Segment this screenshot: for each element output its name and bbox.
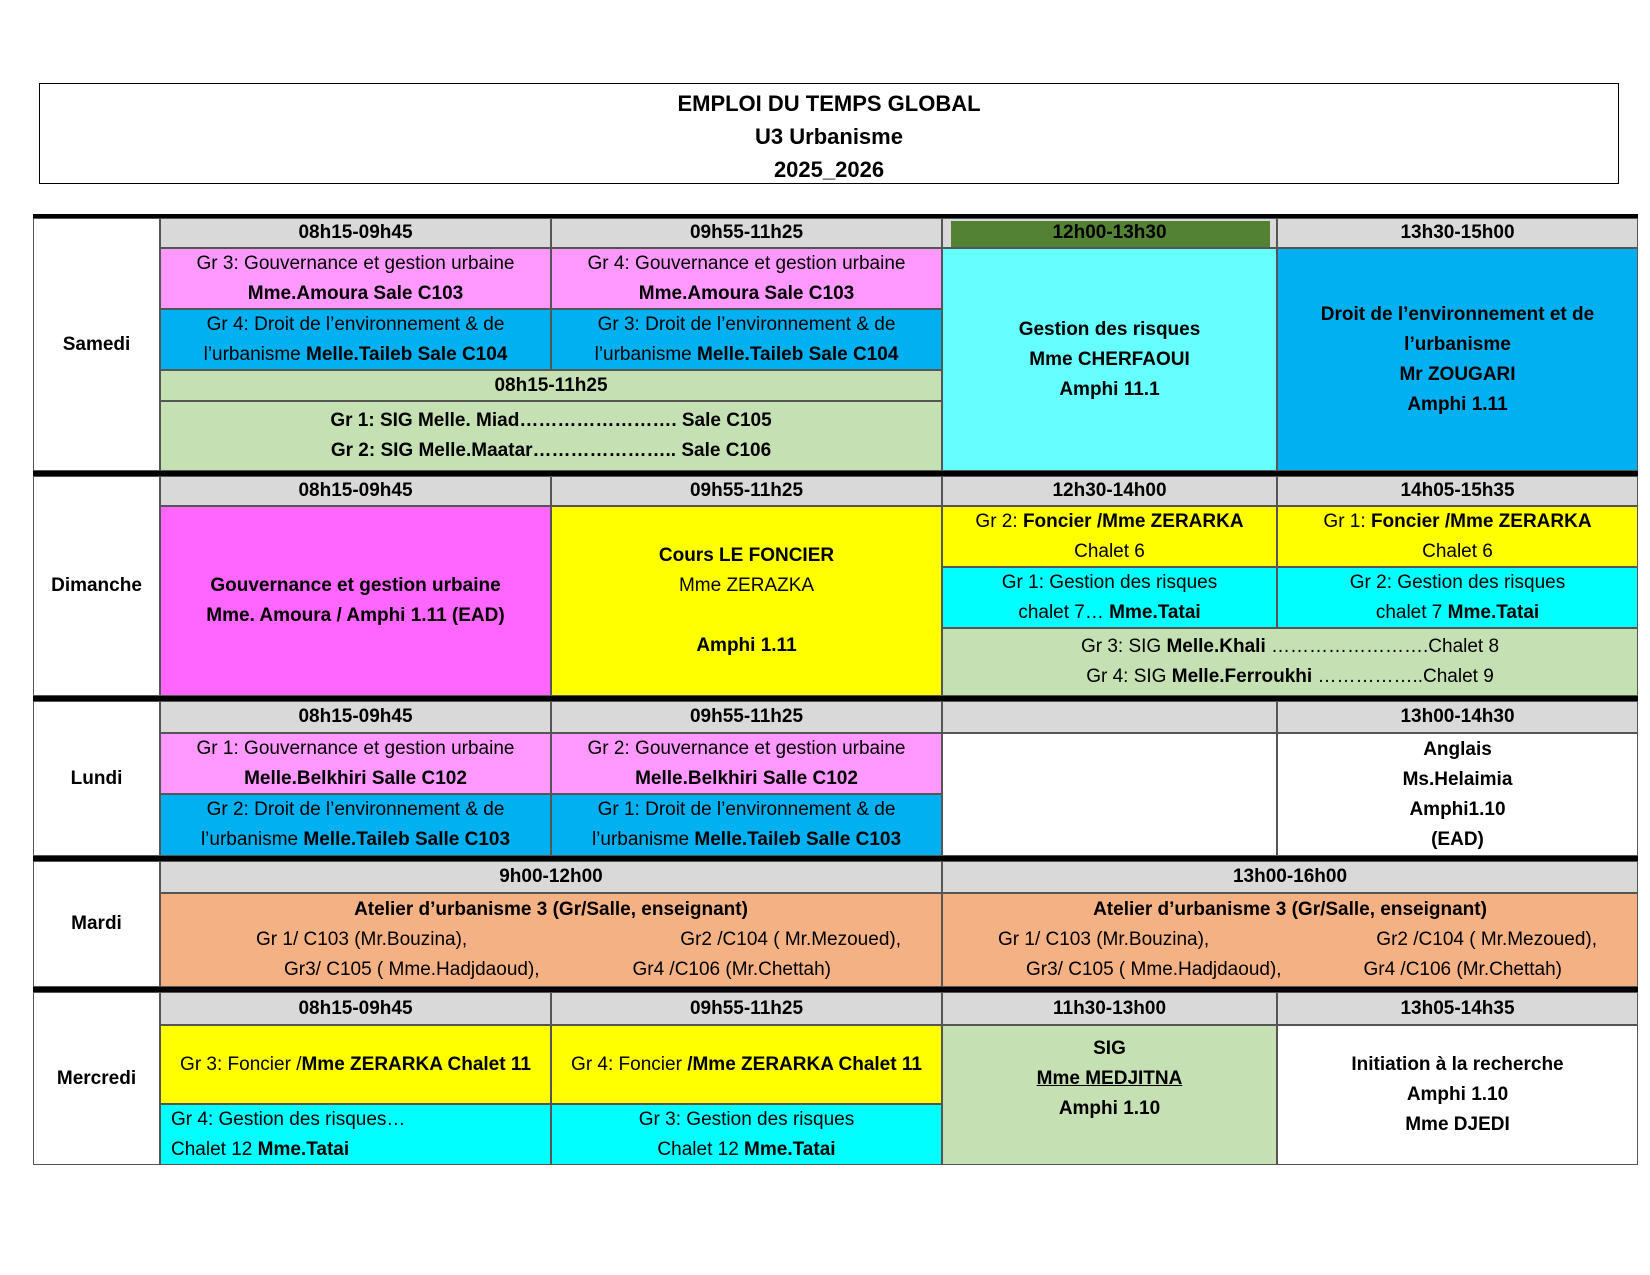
day-label-mardi: Mardi (33, 861, 160, 987)
time-slot-header: 11h30-13h00 (942, 992, 1277, 1025)
course-cell: Gr 3: Foncier /Mme ZERARKA Chalet 11 (160, 1025, 551, 1104)
course-cell: Gr 4: Gouvernance et gestion urbaine Mme.Amoura Sale C103 (551, 248, 942, 309)
time-slot-header: 13h05-14h35 (1277, 992, 1638, 1025)
course-cell: Gr 2: Droit de l’environnement & de l’urbanisme Melle.Taileb Salle C103 (160, 794, 551, 856)
atelier-cell: Atelier d’urbanisme 3 (Gr/Salle, enseignant) Gr 1/ C103 (Mr.Bouzina), Gr2 /C104 ( Mr.Mezoued), Gr3/ C105 ( Mme.Hadjdaoud), Gr4 /C106 (Mr.Chettah) (942, 893, 1638, 987)
course-cell: Gr 3: Droit de l’environnement & de l’urbanisme Melle.Taileb Sale C104 (551, 309, 942, 370)
course-cell: Gr 2: Gouvernance et gestion urbaine Melle.Belkhiri Salle C102 (551, 733, 942, 794)
empty-cell (942, 733, 1277, 856)
course-cell: Gr 3: Gestion des risques Chalet 12 Mme.Tatai (551, 1104, 942, 1165)
time-slot-header: 13h00-14h30 (1277, 701, 1638, 733)
atelier-groups-row: Gr3/ C105 ( Mme.Hadjdaoud), Gr4 /C106 (Mr.Chettah) (1026, 959, 1562, 980)
day-label-samedi: Samedi (33, 218, 160, 471)
course-cell: Anglais Ms.Helaimia Amphi1.10 (EAD) (1277, 733, 1638, 856)
academic-year: 2025_2026 (773, 157, 885, 182)
course-cell: Gr 4: Droit de l’environnement & de l’urbanisme Melle.Taileb Sale C104 (160, 309, 551, 370)
time-slot-header: 13h00-16h00 (942, 861, 1638, 893)
time-slot-header: 09h55-11h25 (551, 218, 942, 248)
atelier-groups-row: Gr 1/ C103 (Mr.Bouzina), Gr2 /C104 ( Mr.Mezoued), (256, 929, 901, 950)
time-slot-header: 9h00-12h00 (160, 861, 942, 893)
page-subtitle: U3 Urbanisme (755, 124, 903, 149)
time-slot-header: 13h30-15h00 (1277, 218, 1638, 248)
time-slot-header: 09h55-11h25 (551, 992, 942, 1025)
course-cell: Gr 2: Foncier /Mme ZERARKA Chalet 6 (942, 506, 1277, 567)
course-cell: Gr 2: Gestion des risques chalet 7 Mme.Tatai (1277, 567, 1638, 628)
day-label-lundi: Lundi (33, 701, 160, 856)
course-cell: SIG Mme MEDJITNA Amphi 1.10 (942, 1025, 1277, 1165)
time-slot-header: 08h15-09h45 (160, 476, 551, 506)
course-cell-sig: Gr 3: SIG Melle.Khali …………………….Chalet 8 Gr 4: SIG Melle.Ferroukhi ……………..Chalet 9 (942, 628, 1638, 696)
course-cell: Cours LE FONCIER Mme ZERAZKA Amphi 1.11 (551, 506, 942, 696)
merged-time-slot: 08h15-11h25 (160, 370, 942, 401)
course-cell: Gouvernance et gestion urbaine Mme. Amoura / Amphi 1.11 (EAD) (160, 506, 551, 696)
time-slot-header: 09h55-11h25 (551, 476, 942, 506)
time-slot-header: 12h30-14h00 (942, 476, 1277, 506)
course-cell: Gr 1: Droit de l’environnement & de l’urbanisme Melle.Taileb Salle C103 (551, 794, 942, 856)
course-cell: Gr 3: Gouvernance et gestion urbaine Mme.Amoura Sale C103 (160, 248, 551, 309)
atelier-cell: Atelier d’urbanisme 3 (Gr/Salle, enseignant) Gr 1/ C103 (Mr.Bouzina), Gr2 /C104 ( Mr.Mezoued), Gr3/ C105 ( Mme.Hadjdaoud), Gr4 /C106 (Mr.Chettah) (160, 893, 942, 987)
page-title: EMPLOI DU TEMPS GLOBAL (677, 91, 981, 116)
timetable (33, 214, 1638, 1165)
time-slot-header: 08h15-09h45 (160, 701, 551, 733)
course-cell: Droit de l’environnement et de l’urbanisme Mr ZOUGARI Amphi 1.11 (1277, 248, 1638, 471)
time-slot-header: 14h05-15h35 (1277, 476, 1638, 506)
course-cell: Gestion des risques Mme CHERFAOUI Amphi 11.1 (942, 248, 1277, 471)
time-slot-header: 08h15-09h45 (160, 218, 551, 248)
course-cell: Initiation à la recherche Amphi 1.10 Mme DJEDI (1277, 1025, 1638, 1165)
time-slot-header (942, 701, 1277, 733)
day-label-mercredi: Mercredi (33, 992, 160, 1165)
time-slot-header: 12h00-13h30 (942, 218, 1277, 248)
title-box (39, 83, 1619, 184)
day-label-dimanche: Dimanche (33, 476, 160, 696)
atelier-groups-row: Gr3/ C105 ( Mme.Hadjdaoud), Gr4 /C106 (Mr.Chettah) (284, 959, 831, 980)
course-cell: Gr 1: Foncier /Mme ZERARKA Chalet 6 (1277, 506, 1638, 567)
course-cell: Gr 4: Gestion des risques… Chalet 12 Mme.Tatai (160, 1104, 551, 1165)
course-cell: Gr 4: Foncier /Mme ZERARKA Chalet 11 (551, 1025, 942, 1104)
time-slot-header: 08h15-09h45 (160, 992, 551, 1025)
time-slot-header: 09h55-11h25 (551, 701, 942, 733)
course-cell: Gr 1: Gestion des risques chalet 7… Mme.Tatai (942, 567, 1277, 628)
course-cell-sig: Gr 1: SIG Melle. Miad……………………. Sale C105 Gr 2: SIG Melle.Maatar………………….. Sale C106 (160, 401, 942, 471)
atelier-groups-row: Gr 1/ C103 (Mr.Bouzina), Gr2 /C104 ( Mr.Mezoued), (998, 929, 1597, 950)
course-cell: Gr 1: Gouvernance et gestion urbaine Melle.Belkhiri Salle C102 (160, 733, 551, 794)
